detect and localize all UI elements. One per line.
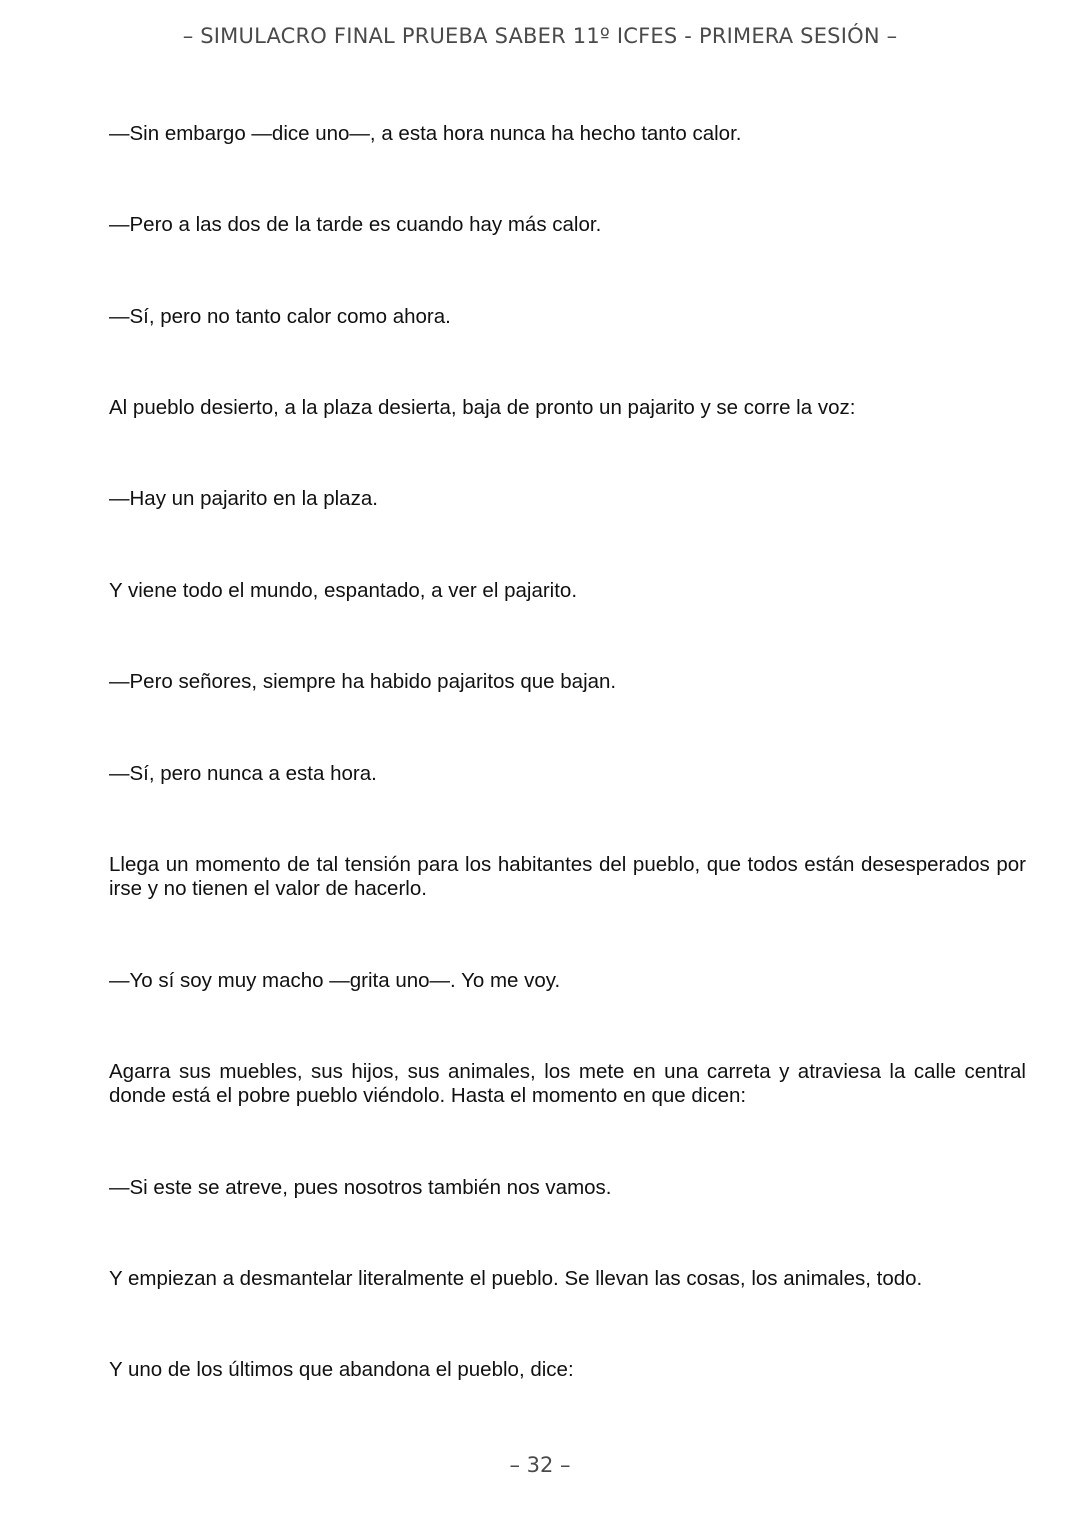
paragraph-10: —Yo sí soy muy macho —grita uno—. Yo me voy. <box>109 969 561 992</box>
paragraph-12: —Si este se atreve, pues nosotros también nos vamos. <box>109 1176 612 1199</box>
paragraph-13: Y empiezan a desmantelar literalmente el pueblo. Se llevan las cosas, los animales, todo. <box>109 1267 923 1290</box>
paragraph-3: —Sí, pero no tanto calor como ahora. <box>109 305 451 328</box>
paragraph-7: —Pero señores, siempre ha habido pajaritos que bajan. <box>109 670 617 693</box>
page-number: – 32 – <box>509 1453 571 1477</box>
paragraph-1: —Sin embargo —dice uno—, a esta hora nunca ha hecho tanto calor. <box>109 122 742 145</box>
page-header: – SIMULACRO FINAL PRUEBA SABER 11º ICFES - PRIMERA SESIÓN – <box>182 24 898 48</box>
paragraph-9: Llega un momento de tal tensión para los habitantes del pueblo, que todos están desesperados por irse y no tienen el valor de hacerlo. <box>109 853 1026 900</box>
paragraph-14: Y uno de los últimos que abandona el pueblo, dice: <box>109 1358 574 1381</box>
paragraph-4: Al pueblo desierto, a la plaza desierta, baja de pronto un pajarito y se corre la voz: <box>109 396 856 419</box>
paragraph-11: Agarra sus muebles, sus hijos, sus animales, los mete en una carreta y atraviesa la calle central donde está el pobre pueblo viéndolo. Hasta el momento en que dicen: <box>109 1060 1026 1107</box>
paragraph-8: —Sí, pero nunca a esta hora. <box>109 762 377 785</box>
paragraph-6: Y viene todo el mundo, espantado, a ver el pajarito. <box>109 579 578 602</box>
paragraph-5: —Hay un pajarito en la plaza. <box>109 487 378 510</box>
paragraph-2: —Pero a las dos de la tarde es cuando hay más calor. <box>109 213 602 236</box>
